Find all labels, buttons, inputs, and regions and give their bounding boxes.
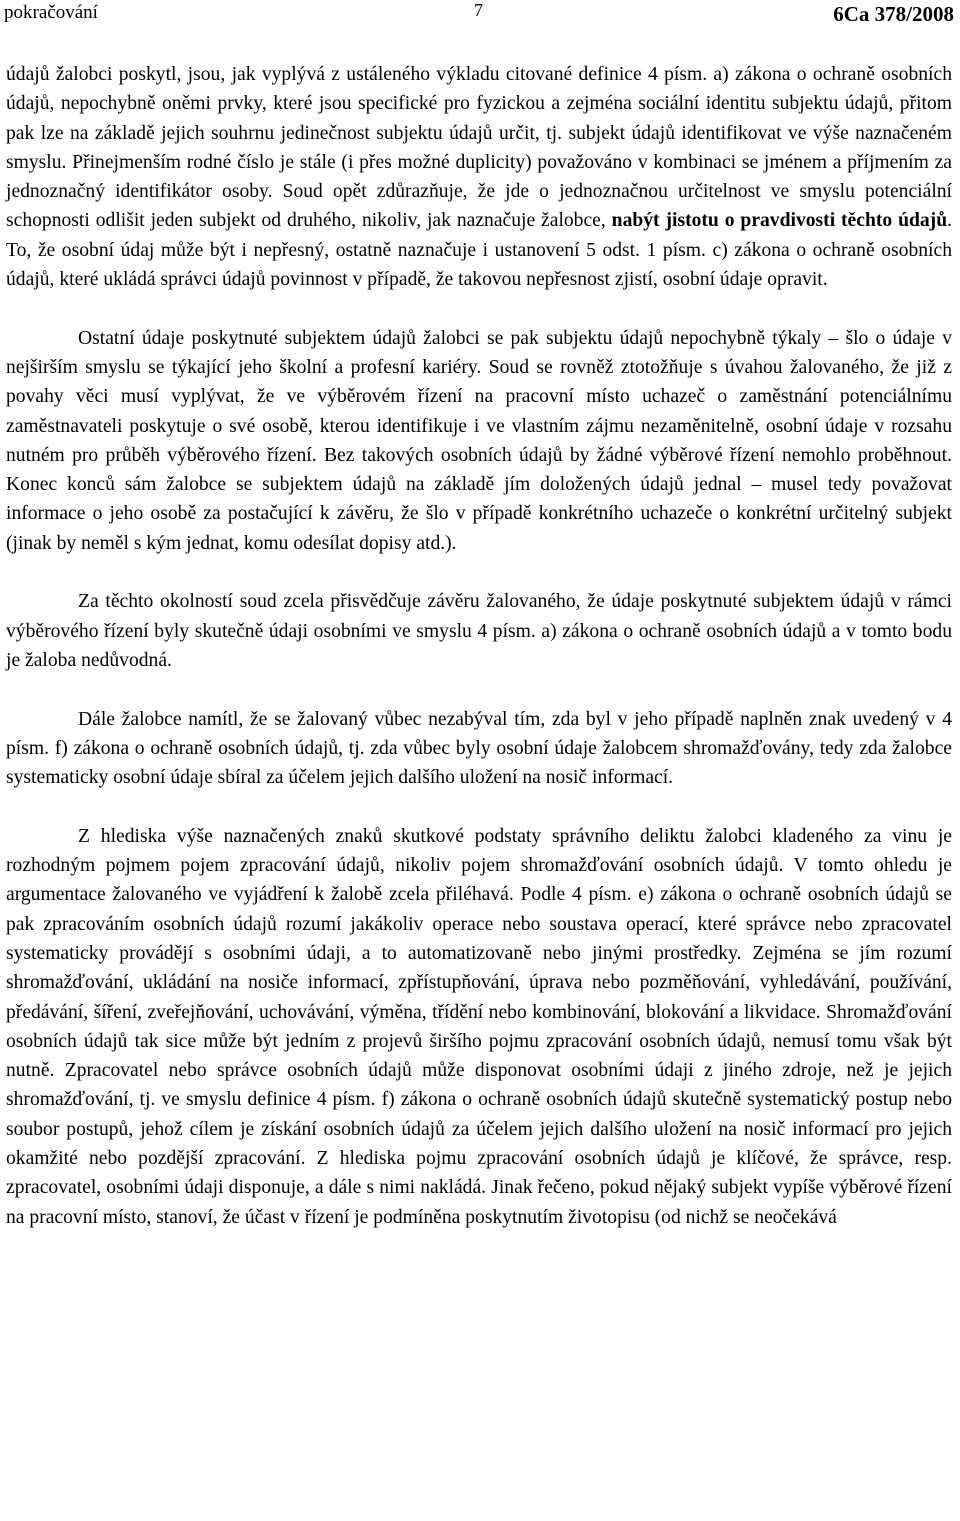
- paragraph-2: Ostatní údaje poskytnuté subjektem údajů žalobci se pak subjektu údajů nepochybně týkaly – šlo o údaje v nejširším smyslu se týkající jeho školní a profesní kariéry. Soud se rovněž ztotožňuje s úvahou žalovaného, že již z povahy věci musí vyplývat, že ve výběrovém řízení na pracovní místo uchazeč o zaměstnání potenciálnímu zaměstnavateli poskytuje o své osobě, kterou identifikuje i ve vlastním zájmu nezaměnitelně, osobní údaje v rozsahu nutném pro průběh výběrového řízení. Bez takových osobních údajů by žádné výběrové řízení nemohlo proběhnout. Konec konců sám žalobce se subjektem údajů na základě jím doložených údajů jednal – musel tedy považovat informace o jeho osobě za postačující k závěru, že šlo v případě konkrétního uchazeče o konkrétní určitelný subjekt (jinak by neměl s kým jednat, komu odesílat dopisy atd.).: [6, 327, 952, 554]
- page-header: [4, 0, 954, 34]
- paragraph-5: Z hlediska výše naznačených znaků skutkové podstaty správního deliktu žalobci kladeného za vinu je rozhodným pojmem pojem zpracování údajů, nikoliv pojem shromažďování osobních údajů. V tomto ohledu je argumentace žalovaného ve vyjádření k žalobě zcela přiléhavá. Podle 4 písm. e) zákona o ochraně osobních údajů se pak zpracováním osobních údajů rozumí jakákoliv operace nebo soustava operací, které správce nebo zpracovatel systematicky provádějí s osobními údaji, a to automatizovaně nebo jinými prostředky. Zejména se jím rozumí shromažďování, ukládání na nosiče informací, zpřístupňování, úprava nebo pozměňování, vyhledávání, používání, předávání, šíření, zveřejňování, uchovávání, výměna, třídění nebo kombinování, blokování a likvidace. Shromažďování osobních údajů tak sice může být jedním z projevů širšího pojmu zpracování osobních údajů, nemusí tomu však být nutně. Zpracovatel nebo správce osobních údajů může disponovat osobními údaji z jiného zdroje, než je jejich shromažďování, tj. ve smyslu definice 4 písm. f) zákona o ochraně osobních údajů skutečně systematický postup nebo soubor postupů, jehož cílem je získání osobních údajů za účelem jejich dalšího uložení na nosič informací pro jejich okamžité nebo pozdější zpracování. Z hlediska pojmu zpracování osobních údajů je klíčové, že správce, resp. zpracovatel, osobními údaji disponuje, a dále s nimi nakládá. Jinak řečeno, pokud nějaký subjekt vypíše výběrové řízení na pracovní místo, stanoví, že účast v řízení je podmíněna poskytnutím životopisu (od nichž se neočekává: [6, 825, 952, 1228]
- paragraph-1-bold-text: nabýt jistotu o pravdivosti těchto údajů: [611, 210, 948, 232]
- paragraph-4: Dále žalobce namítl, že se žalovaný vůbec nezabýval tím, zda byl v jeho případě naplněn znak uvedený v 4 písm. f) zákona o ochraně osobních údajů, tj. zda vůbec byly osobní údaje žalobcem shromažďovány, tedy zda žalobce systematicky osobní údaje sbíral za účelem jejich dalšího uložení na nosič informací.: [6, 708, 952, 789]
- page-number: 7: [474, 0, 483, 20]
- paragraph-1-text-before: údajů žalobci poskytl, jsou, jak vyplývá z ustáleného výkladu citované definice 4 písm. a) zákona o ochraně osobních údajů, nepochybně oněmi prvky, které jsou specifické pro fyzickou a zejména sociální identitu subjektu údajů, přitom pak lze na základě jejich souhrnu jedinečnost subjektu údajů určit, tj. subjekt údajů identifikovat ve výše naznačeném smyslu. Přinejmenším rodné číslo je stále (i přes možné duplicity) považováno v kombinaci se jménem a příjmením za jednoznačný identifikátor osoby. Soud opět zdůrazňuje, že jde o jednoznačnou určitelnost ve smyslu potenciální schopnosti odlišit jeden subjekt od druhého, nikoliv, jak naznačuje žalobce,: [6, 64, 952, 232]
- paragraph-3: Za těchto okolností soud zcela přisvědčuje závěru žalovaného, že údaje poskytnuté subjektem údajů v rámci výběrového řízení byly skutečně údaji osobními ve smyslu 4 písm. a) zákona o ochraně osobních údajů a v tomto bodu je žaloba nedůvodná.: [6, 591, 952, 671]
- paragraph-1: [6, 60, 952, 294]
- paragraph-1-text-after: . To, že osobní údaj může být i nepřesný, ostatně naznačuje i ustanovení 5 odst. 1 písm. c) zákona o ochraně osobních údajů, které ukládá správci údajů povinnost v případě, že takovou nepřesnost zjistí, osobní údaje opravit.: [6, 210, 952, 291]
- document-body: [6, 60, 952, 1232]
- case-number: 6Ca 378/2008: [833, 2, 954, 26]
- continuation-label: pokračování: [4, 2, 98, 23]
